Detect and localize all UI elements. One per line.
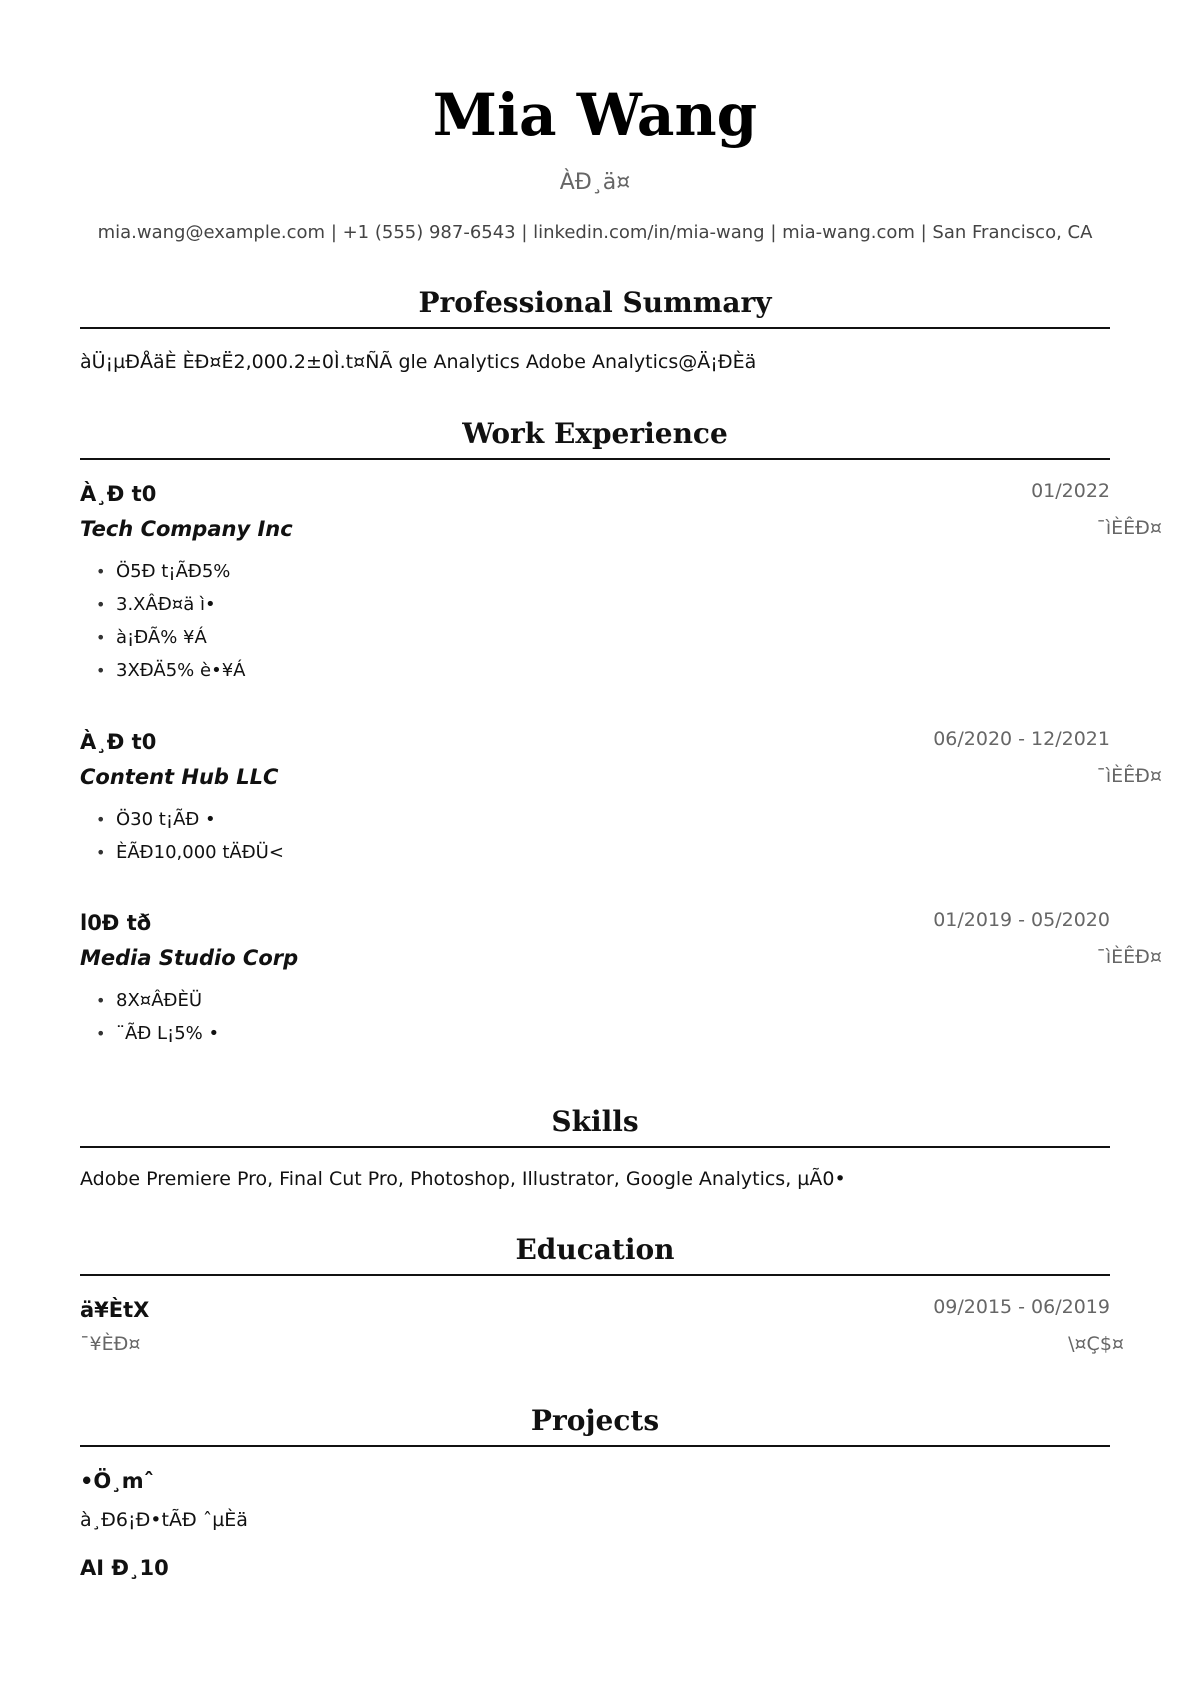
project-title: •Ö¸mˆ <box>80 1469 155 1493</box>
candidate-name: Mia Wang <box>432 81 758 149</box>
job-title: l0Ð tð <box>80 911 152 935</box>
section-title-summary: Professional Summary <box>418 286 772 319</box>
education-date: 09/2015 - 06/2019 <box>933 1296 1110 1318</box>
job-location: ¯ìÈÊÐ¤ <box>1096 517 1162 539</box>
section-divider <box>80 327 1110 329</box>
section-divider <box>80 1274 1110 1276</box>
job-bullet: • 3.XÂÐ¤ä ì• <box>96 588 245 621</box>
job-bullet: • à¡ÐÃ% ¥Á <box>96 621 245 654</box>
job-location: ¯ìÈÊÐ¤ <box>1096 946 1162 968</box>
education-location: \¤Ç$¤ <box>1068 1333 1124 1355</box>
section-title-education: Education <box>515 1233 675 1266</box>
job-location: ¯ìÈÊÐ¤ <box>1096 765 1162 787</box>
job-bullet: • Ö5Ð t¡ÃÐ5% <box>96 555 245 588</box>
job-company: Media Studio Corp <box>80 946 299 970</box>
job-company: Tech Company Inc <box>80 517 293 541</box>
section-divider <box>80 1445 1110 1447</box>
education-school: ¯¥ÈÐ¤ <box>80 1333 141 1355</box>
section-title-projects: Projects <box>530 1404 660 1437</box>
candidate-headline: ÀÐ¸ä¤ <box>559 170 631 195</box>
job-company: Content Hub LLC <box>80 765 279 789</box>
job-bullet: • 8X¤ÂÐÈÜ <box>96 984 219 1017</box>
education-degree: ä¥ÈtX <box>80 1298 150 1322</box>
job-bullet: • ¨ÃÐ L¡5% • <box>96 1017 219 1050</box>
project-description: à¸Ð6¡Ð•tÃÐ ˆµÈä <box>80 1509 248 1531</box>
section-title-skills: Skills <box>551 1105 639 1138</box>
contact-line: mia.wang@example.com | +1 (555) 987-6543 | linkedin.com/in/mia-wang | mia-wang.com | San Francisco, CA <box>97 222 1093 243</box>
job-date: 01/2019 - 05/2020 <box>933 909 1110 931</box>
job-bullets <box>96 984 219 1050</box>
section-divider <box>80 458 1110 460</box>
job-bullet: • 3XÐÄ5% è•¥Á <box>96 654 245 687</box>
section-title-experience: Work Experience <box>462 417 728 450</box>
summary-text: àÜ¡µÐÅäÈ ÈÐ¤Ë2,000.2±0Ì.t¤ÑÃ gle Analytics Adobe Analytics@Ä¡ÐÈä <box>80 351 757 373</box>
job-bullets <box>96 555 245 687</box>
project-title: AI Ð¸10 <box>80 1556 169 1580</box>
job-date: 01/2022 <box>1031 480 1110 502</box>
job-bullet: • Ö30 t¡ÃÐ • <box>96 803 284 836</box>
job-bullets <box>96 803 284 869</box>
job-title: À¸Ð t0 <box>80 482 157 506</box>
job-bullet: • ÈÃÐ10,000 tÄÐÜ< <box>96 836 284 869</box>
section-divider <box>80 1146 1110 1148</box>
job-title: À¸Ð t0 <box>80 730 157 754</box>
job-date: 06/2020 - 12/2021 <box>933 728 1110 750</box>
skills-text: Adobe Premiere Pro, Final Cut Pro, Photoshop, Illustrator, Google Analytics, µÃ0• <box>80 1168 846 1190</box>
